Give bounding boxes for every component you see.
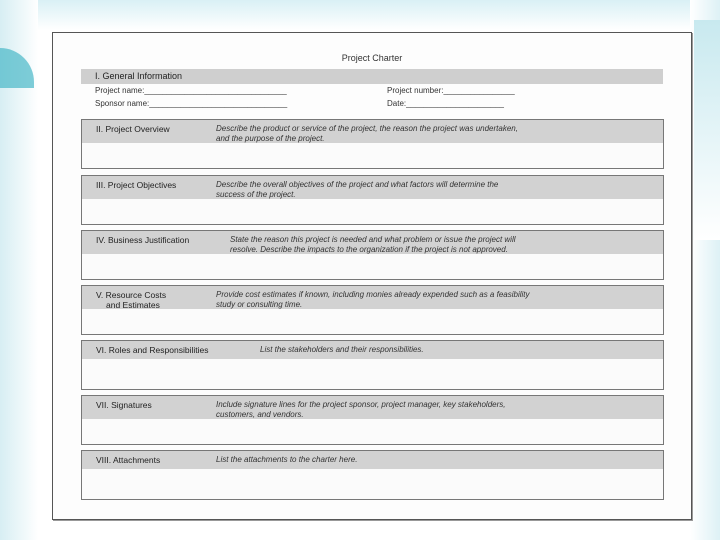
general-information-heading: I. General Information <box>81 69 663 84</box>
section-name: III. Project Objectives <box>96 180 177 190</box>
section-description <box>216 180 498 200</box>
description-line-2: success of the project. <box>216 190 296 199</box>
slide-background-top <box>0 0 720 30</box>
general-information-section <box>81 69 663 113</box>
section-project-objectives <box>81 175 664 225</box>
section-resource-costs <box>81 285 664 335</box>
description-line-2: resolve. Describe the impacts to the organization if the project is not approved. <box>230 245 508 254</box>
section-name: VIII. Attachments <box>96 455 161 465</box>
sponsor-name-field: Sponsor name:_______________________________ <box>95 99 288 108</box>
general-row-2 <box>81 97 663 110</box>
section-name <box>96 290 166 310</box>
section-description <box>260 345 424 355</box>
decorative-band <box>694 20 720 240</box>
description-line-1: List the attachments to the charter here. <box>216 455 358 464</box>
section-header <box>82 231 663 254</box>
section-header <box>82 451 663 469</box>
section-header <box>82 396 663 419</box>
section-name: IV. Business Justification <box>96 235 190 245</box>
section-description <box>216 290 530 310</box>
description-line-1: Describe the product or service of the project, the reason the project was undertaken, <box>216 124 518 133</box>
section-name: VI. Roles and Responsibilities <box>96 345 209 355</box>
description-line-1: Provide cost estimates if known, including monies already expended such as a feasibility <box>216 290 530 299</box>
charter-document <box>52 32 692 520</box>
section-name-line-1: V. Resource Costs <box>96 290 167 300</box>
section-description <box>216 124 518 144</box>
section-signatures <box>81 395 664 445</box>
description-line-1: Describe the overall objectives of the project and what factors will determine the <box>216 180 499 189</box>
description-line-2: and the purpose of the project. <box>216 134 325 143</box>
section-header <box>82 286 663 309</box>
section-header <box>82 176 663 199</box>
project-number-field: Project number:________________ <box>387 86 515 95</box>
section-header <box>82 120 663 143</box>
section-business-justification <box>81 230 664 280</box>
section-name: II. Project Overview <box>96 124 170 134</box>
description-line-1: List the stakeholders and their responsibilities. <box>260 345 424 354</box>
section-header <box>82 341 663 359</box>
general-row-1 <box>81 84 663 97</box>
section-project-overview <box>81 119 664 169</box>
document-title: Project Charter <box>341 53 403 63</box>
section-description <box>230 235 516 255</box>
description-line-2: study or consulting time. <box>216 300 303 309</box>
section-roles-responsibilities <box>81 340 664 390</box>
description-line-1: Include signature lines for the project sponsor, project manager, key stakeholders, <box>216 400 506 409</box>
section-description <box>216 455 357 465</box>
section-name: VII. Signatures <box>96 400 152 410</box>
section-attachments <box>81 450 664 500</box>
description-line-1: State the reason this project is needed and what problem or issue the project will <box>230 235 516 244</box>
section-description <box>216 400 506 420</box>
project-name-field: Project name:________________________________ <box>95 86 287 95</box>
date-field: Date:______________________ <box>387 99 505 108</box>
section-name-line-2: and Estimates <box>106 300 160 310</box>
description-line-2: customers, and vendors. <box>216 410 304 419</box>
